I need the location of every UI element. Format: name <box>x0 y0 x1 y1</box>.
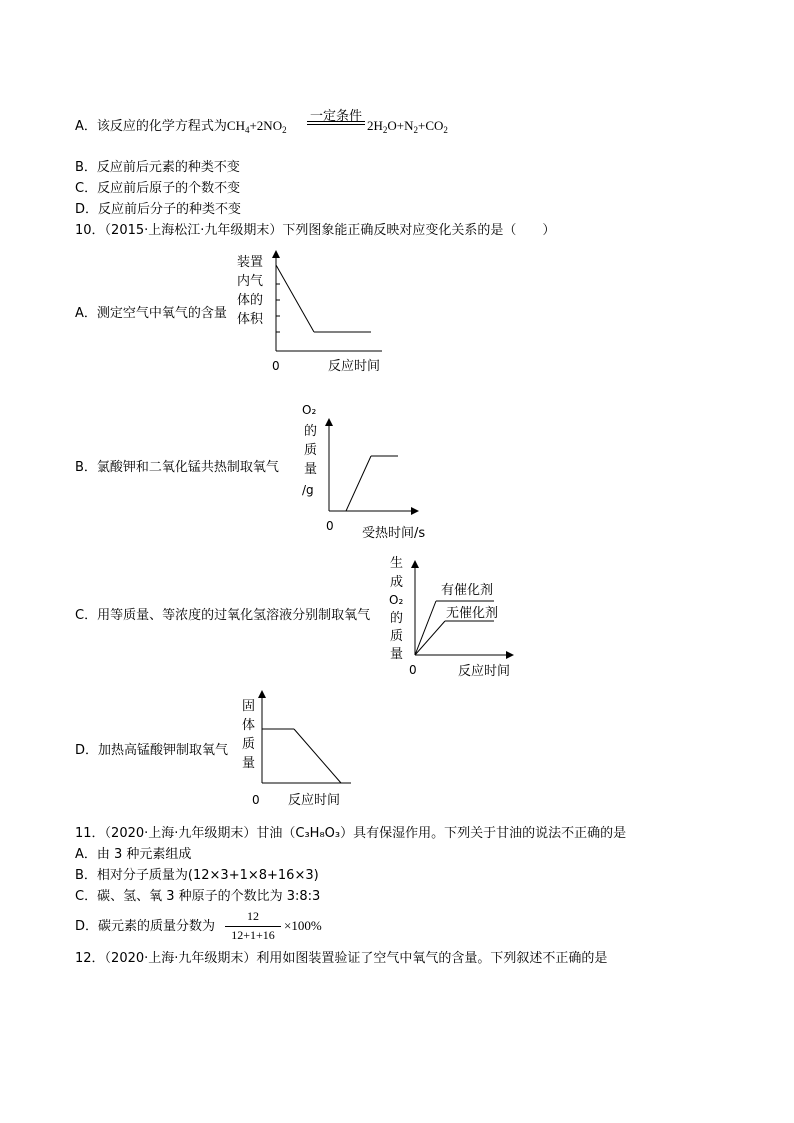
q9-option-c: C．反应前后原子的个数不变 <box>75 181 241 196</box>
q9-option-d: D．反应前后分子的种类不变 <box>75 202 242 217</box>
y-label-line-6: 量 <box>390 647 404 662</box>
origin-label: 0 <box>272 359 280 373</box>
q10-graph-c <box>384 550 524 682</box>
origin-label: 0 <box>326 519 334 533</box>
origin-label: 0 <box>409 663 417 677</box>
equation-condition: 一定条件 <box>309 109 362 124</box>
x-label: 反应时间 <box>458 664 511 679</box>
y-label-line-4: 量 <box>242 756 256 771</box>
equation-arrow-line-bottom <box>307 124 365 125</box>
q10-option-d: D．加热高锰酸钾制取氧气 <box>75 743 229 758</box>
y-label-line-3: 质 <box>304 443 318 458</box>
q12-stem: 12．（2020·上海·九年级期末）利用如图装置验证了空气中氧气的含量。下列叙述不正确的是 <box>75 951 608 966</box>
q10-option-b: B．氯酸钾和二氧化锰共热制取氧气 <box>75 460 279 475</box>
y-label-line-3: 质 <box>242 737 256 752</box>
q9-option-a-prefix: A．该反应的化学方程式为 <box>75 119 227 134</box>
curve-label-with-catalyst: 有催化剂 <box>441 583 494 598</box>
q11-option-d-prefix: D．碳元素的质量分数为 <box>75 919 216 934</box>
q11-stem: 11．（2020·上海·九年级期末）甘油（C₃H₈O₃）具有保湿作用。下列关于甘油的说法不正确的是 <box>75 826 627 841</box>
equation-arrow-line-top <box>307 121 365 122</box>
x-label: 受热时间/s <box>362 526 426 541</box>
q10-graph-d <box>236 688 366 810</box>
q10-option-c: C．用等质量、等浓度的过氧化氢溶液分别制取氧气 <box>75 608 371 623</box>
curve-with-catalyst-rise <box>415 601 436 655</box>
fraction-numerator: 12 <box>247 909 259 923</box>
origin-label: 0 <box>252 793 260 807</box>
q10-graph-b <box>296 398 446 546</box>
y-label-line-4: 的 <box>390 611 404 626</box>
y-label-line-2: 成 <box>390 575 404 590</box>
curve-rise <box>346 456 371 511</box>
fraction-bar <box>225 926 281 927</box>
y-label-line-4: 体积 <box>237 312 264 327</box>
equation-reactants: $CH_4+2NO_2$ <box>226 118 287 135</box>
y-label-line-2: 内气 <box>237 274 264 289</box>
q9-option-a <box>75 118 287 138</box>
curve-without-catalyst-rise <box>415 621 445 655</box>
y-label-line-3: 体的 <box>237 293 264 308</box>
q10-stem: 10．（2015·上海松江·九年级期末）下列图象能正确反映对应变化关系的是（ ） <box>75 223 556 238</box>
q9-option-b: B．反应前后元素的种类不变 <box>75 160 240 175</box>
q11-option-b: B．相对分子质量为(12×3+1×8+16×3) <box>75 868 319 883</box>
y-label-line-5: /g <box>302 483 314 497</box>
fraction-denominator: 12+1+16 <box>231 928 275 942</box>
curve-decline <box>294 729 341 783</box>
q11-option-d-suffix: ×100% <box>284 918 322 933</box>
q10-option-a: A．测定空气中氧气的含量 <box>75 306 227 321</box>
curve-decline <box>276 265 314 332</box>
y-label-line-5: 质 <box>390 629 404 644</box>
equation-products: $2H_2O+N_2+CO_2$ <box>367 118 448 135</box>
y-label-line-1: O₂ <box>302 403 317 417</box>
y-label-line-2: 体 <box>242 718 256 733</box>
q11-option-c: C．碳、氢、氧 3 种原子的个数比为 3:8:3 <box>75 889 321 904</box>
x-label: 反应时间 <box>288 793 341 808</box>
q11-option-a: A．由 3 种元素组成 <box>75 847 192 862</box>
y-label-line-1: 固 <box>242 699 256 714</box>
y-label-line-2: 的 <box>304 424 318 439</box>
y-label-line-4: 量 <box>304 462 318 477</box>
curve-label-without-catalyst: 无催化剂 <box>446 606 499 621</box>
q10-graph-a <box>232 248 402 378</box>
y-label-line-3: O₂ <box>389 593 404 607</box>
y-label-line-1: 装置 <box>237 255 264 270</box>
y-label-line-1: 生 <box>390 556 404 571</box>
x-label: 反应时间 <box>328 359 381 374</box>
